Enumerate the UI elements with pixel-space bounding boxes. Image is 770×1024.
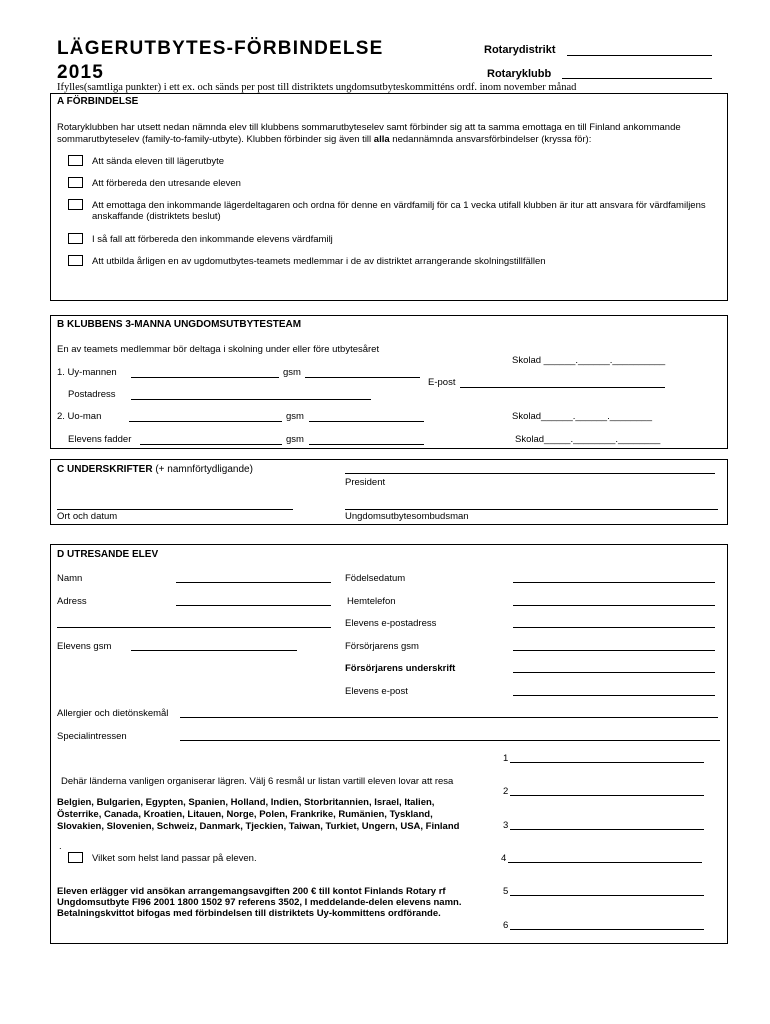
postadress-field[interactable] [131,399,371,400]
fadder-label: Elevens fadder [68,434,132,445]
member-2-field[interactable] [129,421,282,422]
fadder-field[interactable] [140,444,282,445]
choice-1-label: 1 [503,753,509,764]
section-b-box [50,315,728,449]
section-a-heading: A FÖRBINDELSE [57,96,139,107]
guardian-signature-label: Försörjarens underskrift [345,663,456,674]
choice-6-field[interactable] [510,929,704,930]
epost-field[interactable] [460,387,665,388]
fadder-gsm-label: gsm [286,434,304,445]
allergies-label: Allergier och dietönskemål [57,708,169,719]
birthdate-field[interactable] [513,582,715,583]
ombudsman-signature-line[interactable] [345,509,718,510]
option-2-checkbox[interactable] [68,177,83,188]
student-gsm-field[interactable] [131,650,297,651]
choice-5-field[interactable] [510,895,704,896]
skolad-1[interactable]: Skolad ______.______.__________ [512,355,666,366]
countries-intro: Dehär länderna vanligen organiserar lägren. Välj 6 resmål ur listan vartill eleven lovar att resa [61,776,454,787]
skolad-3[interactable]: Skolad_____.________.________ [515,434,661,445]
choice-2-label: 2 [503,786,509,797]
any-country-label: Vilket som helst land passar på eleven. [92,853,257,864]
guardian-signature-field[interactable] [513,672,715,673]
member-1-field[interactable] [131,377,279,378]
club-field[interactable] [562,78,712,79]
choice-6-label: 6 [503,920,509,931]
district-label: Rotarydistrikt [484,44,556,56]
option-5-label: Att utbilda årligen en av ugdomutbytes-teamets medlemmar i de av distriktet arrangerande skolningstillfällen [92,256,546,267]
choice-4-label: 4 [501,853,507,864]
section-c-heading: C UNDERSKRIFTER (+ namnförtydligande) [57,464,253,475]
choice-5-label: 5 [503,886,509,897]
member-1-gsm-label: gsm [283,367,301,378]
skolad-2[interactable]: Skolad______.______.________ [512,411,652,422]
choice-3-field[interactable] [510,829,704,830]
district-field[interactable] [567,55,712,56]
member-2-label: 2. Uo-man [57,411,102,422]
address-line-2[interactable] [57,627,331,628]
ombudsman-label: Ungdomsutbytesombudsman [345,511,469,522]
form-year: 2015 [57,62,105,83]
name-label: Namn [57,573,83,584]
any-country-checkbox[interactable] [68,852,83,863]
guardian-gsm-label: Försörjarens gsm [345,641,419,652]
student-email-field[interactable] [513,627,715,628]
home-phone-field[interactable] [513,605,715,606]
address-label: Adress [57,596,87,607]
guardian-gsm-field[interactable] [513,650,715,651]
allergies-field[interactable] [180,717,718,718]
option-4-checkbox[interactable] [68,233,83,244]
section-d-heading: D UTRESANDE ELEV [57,549,159,560]
home-phone-label: Hemtelefon [347,596,396,607]
postadress-label: Postadress [68,389,116,400]
choice-3-label: 3 [503,820,509,831]
fadder-gsm-field[interactable] [309,444,424,445]
student-epost-label: Elevens e-post [345,686,408,697]
student-epost-field[interactable] [513,695,715,696]
choice-2-field[interactable] [510,795,704,796]
address-field[interactable] [176,605,331,606]
president-signature-line[interactable] [345,473,715,474]
form-title: LÄGERUTBYTES-FÖRBINDELSE [57,38,384,59]
countries-list: Belgien, Bulgarien, Egypten, Spanien, Holland, Indien, Storbritannien, Israel, Italien, Österrike, Canada, Kroatien, Litauen, Norge, Polen, Frankrike, Rumänien, Tyskland, Slovakien, Slovenien, Schweiz, Danmark, Tjeckien, Taiwan, Turkiet, Ungern, USA, Finland [57,797,460,832]
student-email-label: Elevens e-postadress [345,618,437,629]
option-1-checkbox[interactable] [68,155,83,166]
section-b-intro: En av teamets medlemmar bör deltaga i skolning under eller före utbytesåret [57,344,380,355]
section-a-intro: Rotaryklubben har utsett nedan nämnda elev till klubbens sommarutbyteselev samt förbinder sig att ta samma emottaga en till Finland ankommande sommarutbyteselev (family-to-family-utbyte). Klubben förbinder sig även till alla nedannämnda ansvarsförbindelser (kryssa för): [57,122,681,145]
club-label: Rotaryklubb [487,68,552,80]
member-2-gsm-label: gsm [286,411,304,422]
interests-field[interactable] [180,740,720,741]
choice-4-field[interactable] [508,862,702,863]
place-date-label: Ort och datum [57,511,118,522]
name-field[interactable] [176,582,331,583]
president-label: President [345,477,386,488]
epost-label: E-post [428,377,456,388]
member-2-gsm-field[interactable] [309,421,424,422]
option-3-checkbox[interactable] [68,199,83,210]
choice-1-field[interactable] [510,762,704,763]
option-3-label: Att emottaga den inkommande lägerdeltagaren och ordna för denne en värdfamilj för ca 1 vecka utifall klubben är itur att ansvara för värdfamiljens anskaffande (distriktets beslut) [92,200,706,222]
instruction-text: Ifylles(samtliga punkter) i ett ex. och sänds per post till distriktets ungdomsutbyteskommitténs ordf. inom november månad [57,82,577,93]
option-4-label: I så fall att förbereda den inkommande elevens värdfamilj [92,234,333,245]
option-1-label: Att sända eleven till lägerutbyte [92,156,225,167]
interests-label: Specialintressen [57,731,127,742]
member-1-gsm-field[interactable] [305,377,420,378]
birthdate-label: Födelsedatum [345,573,406,584]
option-5-checkbox[interactable] [68,255,83,266]
section-b-heading: B KLUBBENS 3-MANNA UNGDOMSUTBYTESTEAM [57,319,302,330]
member-1-label: 1. Uy-mannen [57,367,117,378]
option-2-label: Att förbereda den utresande eleven [92,178,241,189]
fee-text: Eleven erlägger vid ansökan arrangemangsavgiften 200 € till kontot Finlands Rotary rf Ungdomsutbyte FI96 2001 1800 1502 97 referens 3502, I meddelande-delen elevens namn. Betalningskvittot bifogas med förbindelsen till distriktets Uy-kommittens ordförande. [57,886,462,919]
dot-mark: . [59,841,62,852]
place-date-line[interactable] [57,509,293,510]
student-gsm-label: Elevens gsm [57,641,112,652]
